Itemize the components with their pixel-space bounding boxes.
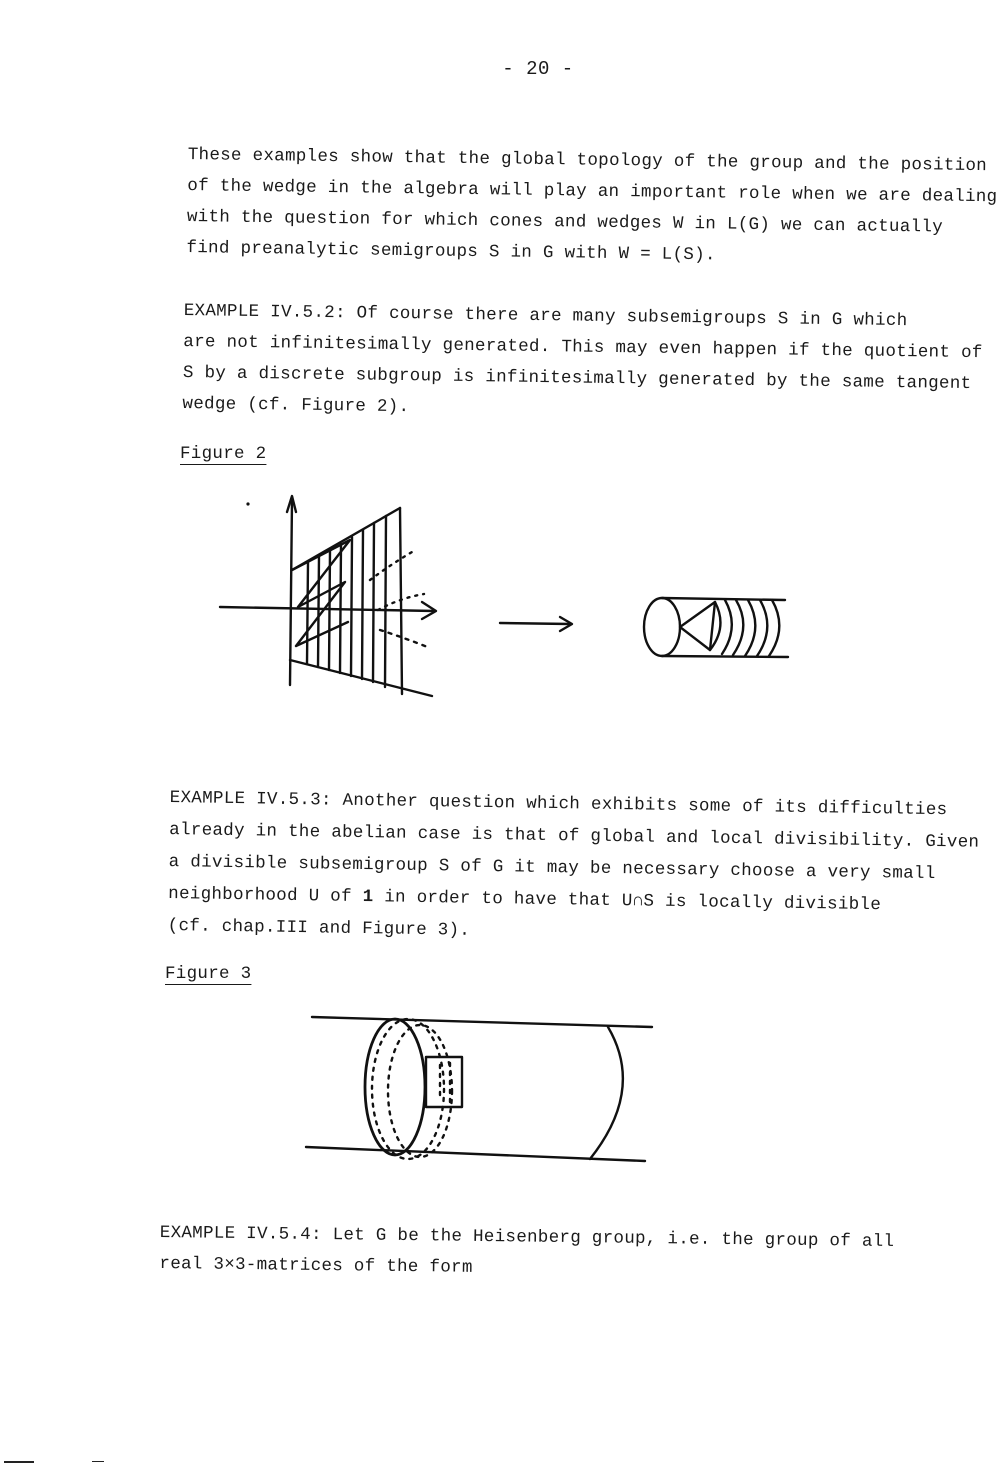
hatched-cones-drawing xyxy=(220,496,436,696)
cylinder-roll-drawing xyxy=(644,598,788,657)
text-line: of the wedge in the algebra will play an important role when we are dealing xyxy=(187,175,998,208)
text-fragment: neighborhood U of xyxy=(168,883,363,908)
arrow-icon xyxy=(500,617,572,631)
text-fragment: in order to have that U∩S is locally divisible xyxy=(373,887,882,916)
intro-paragraph xyxy=(186,140,998,275)
figure-2-caption: Figure 2 xyxy=(180,444,267,464)
example-iv-5-2-paragraph xyxy=(182,296,983,431)
figure-3-diagram xyxy=(300,1005,680,1175)
scan-mark xyxy=(92,1461,104,1462)
text-line: EXAMPLE IV.5.4: Let G be the Heisenberg group, i.e. the group of all xyxy=(159,1222,895,1252)
text-line: EXAMPLE IV.5.3: Another question which exhibits some of its difficulties xyxy=(169,787,948,821)
text-line: (cf. chap.III and Figure 3). xyxy=(167,915,471,941)
text-line: already in the abelian case is that of global and local divisibility. Given xyxy=(169,819,980,853)
text-line: are not infinitesimally generated. This may even happen if the quotient of xyxy=(183,331,983,364)
text-line: find preanalytic semigroups S in G with W = L(S). xyxy=(186,237,716,266)
text-line: real 3×3-matrices of the form xyxy=(159,1253,473,1278)
figure-2-diagram xyxy=(210,470,810,710)
text-line: These examples show that the global topology of the group and the position xyxy=(187,144,988,177)
text-line: with the question for which cones and wedges W in L(G) we can actually xyxy=(186,206,944,238)
text-line: EXAMPLE IV.5.2: Of course there are many subsemigroups S in G which xyxy=(183,300,908,332)
scan-mark xyxy=(4,1461,34,1463)
text-line: wedge (cf. Figure 2). xyxy=(182,393,410,418)
example-iv-5-3-paragraph xyxy=(167,782,980,955)
cylinder-drawing xyxy=(306,1017,652,1161)
text-line: S by a discrete subgroup is infinitesimally generated by the same tangent xyxy=(182,362,972,395)
page-number: - 20 - xyxy=(502,58,574,80)
figure-3-caption: Figure 3 xyxy=(165,964,252,984)
identity-symbol: 1 xyxy=(362,887,374,908)
text-line: a divisible subsemigroup S of G it may be necessary choose a very small xyxy=(168,851,936,885)
example-iv-5-4-paragraph xyxy=(159,1218,894,1289)
